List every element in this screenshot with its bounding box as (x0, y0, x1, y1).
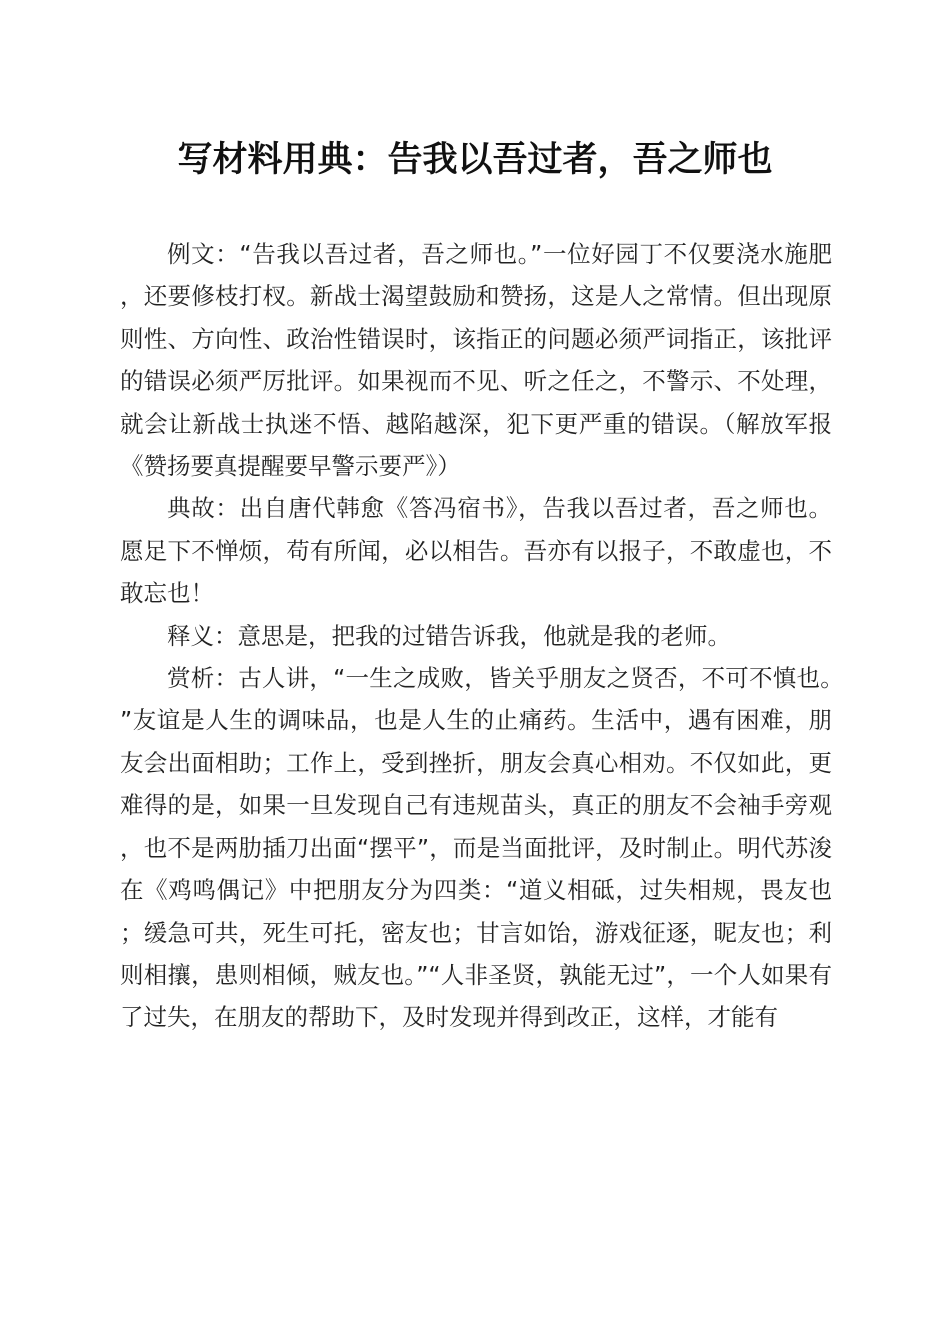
paragraph-example: 例文：“告我以吾过者，吾之师也。”一位好园丁不仅要浇水施肥，还要修枝打杈。新战士渴望鼓励和赞扬，这是人之常情。但出现原则性、方向性、政治性错误时，该指正的问题必须严词指正，该批评的错误必须严厉批评。如果视而不见、听之任之，不警示、不处理，就会让新战士执迷不悟、越陷越深，犯下更严重的错误。（解放军报《赞扬要真提醒要早警示要严》） (120, 240, 832, 481)
document-title: 写材料用典：告我以吾过者，吾之师也 (177, 139, 773, 180)
paragraph-allusion: 典故：出自唐代韩愈《答冯宿书》，告我以吾过者，吾之师也。愿足下不惮烦，苟有所闻，必以相告。吾亦有以报子，不敢虚也，不敢忘也！ (120, 494, 832, 608)
document-body (120, 233, 832, 1039)
paragraph-meaning: 释义：意思是，把我的过错告诉我，他就是我的老师。 (167, 621, 731, 650)
paragraph-appreciation: 赏析：古人讲，“一生之成败，皆关乎朋友之贤否，不可不慎也。”友谊是人生的调味品，也是人生的止痛药。生活中，遇有困难，朋友会出面相助；工作上，受到挫折，朋友会真心相劝。不仅如此，更难得的是，如果一旦发现自己有违规苗头，真正的朋友不会袖手旁观，也不是两肋插刀出面“摆平”，而是当面批评，及时制止。明代苏浚在《鸡鸣偶记》中把朋友分为四类：“道义相砥，过失相规，畏友也；缓急可共，死生可托，密友也；甘言如饴，游戏征逐，昵友也；利则相攘，患则相倾，贼友也。”“人非圣贤，孰能无过”，一个人如果有了过失，在朋友的帮助下，及时发现并得到改正，这样，才能有 (120, 664, 832, 1032)
